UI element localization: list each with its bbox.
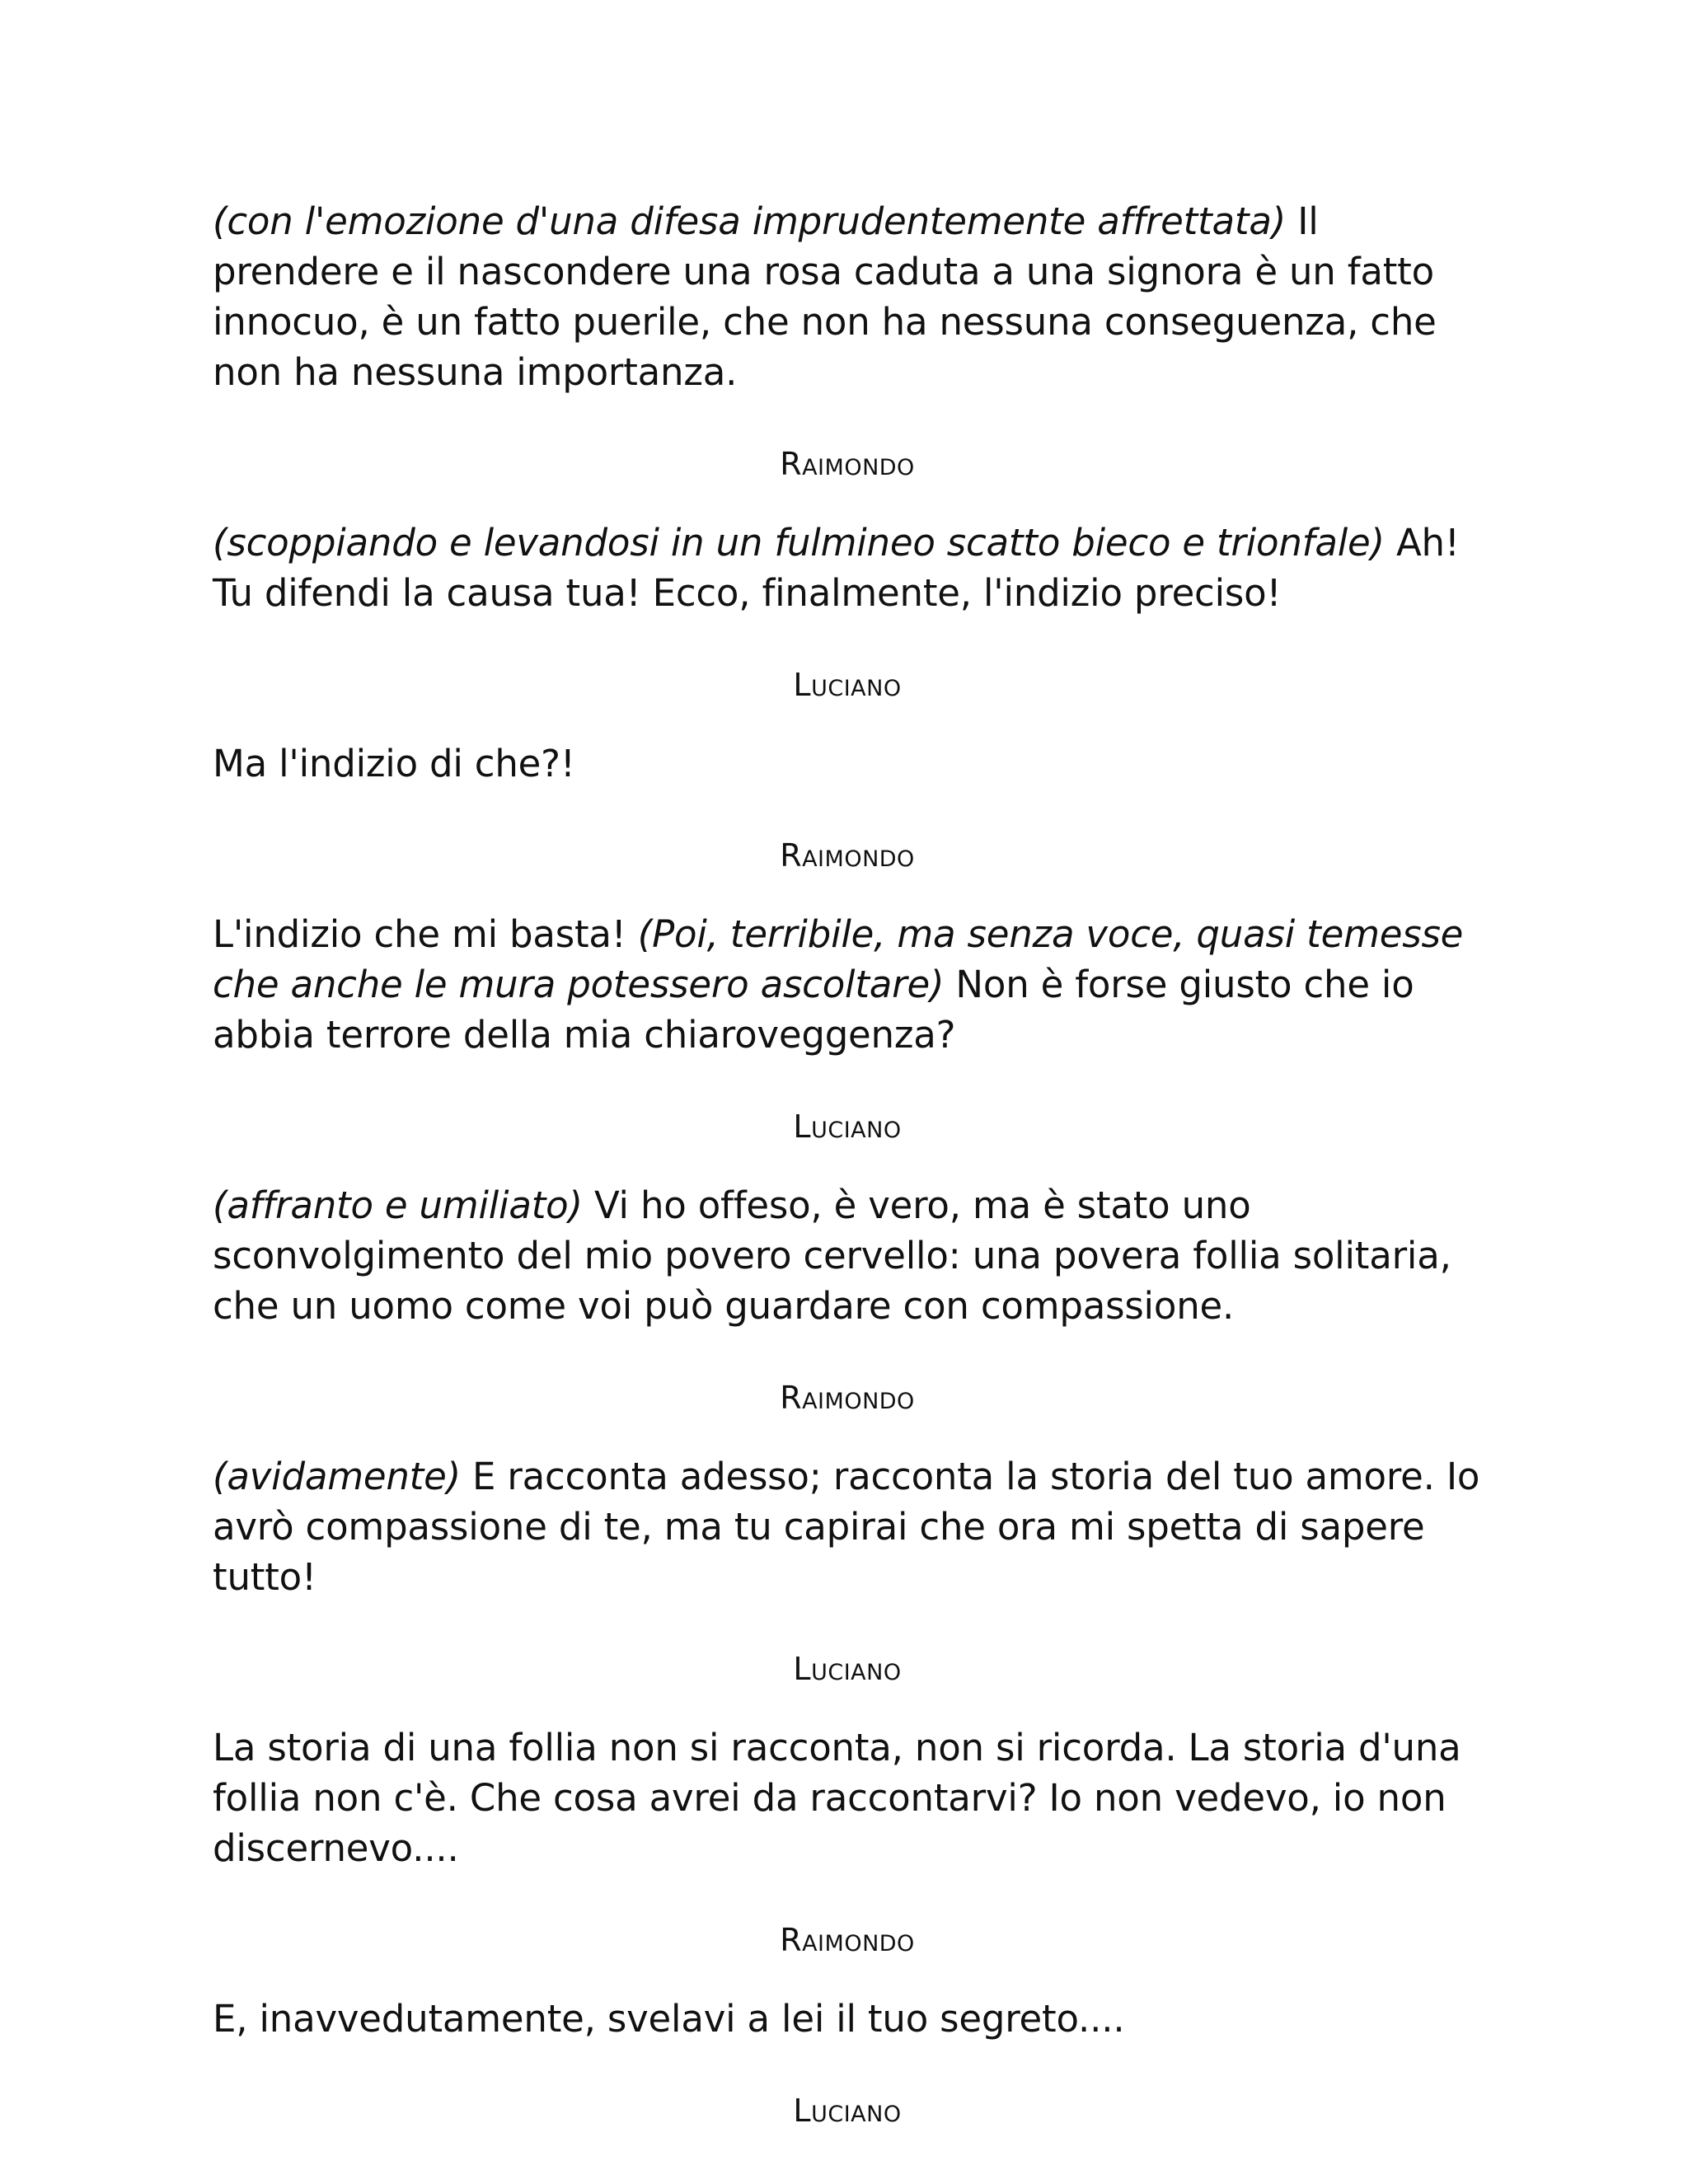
speaker-name: Raimondo [780, 1922, 915, 1958]
dialogue-text: Ah! Tu difendi la causa tua! Ecco, finalmente, l'indizio preciso! [213, 521, 1460, 615]
speaker-name: Luciano [793, 2093, 902, 2129]
dialogue-line [213, 1722, 1482, 1873]
dialogue-text: E, inavvedutamente, svelavi a lei il tuo segreto.... [213, 1997, 1125, 2041]
speaker-name: Raimondo [780, 837, 915, 874]
stage-direction: (scoppiando e levandosi in un fulmineo scatto bieco e trionfale) [213, 521, 1385, 565]
speaker-name: Luciano [793, 1108, 902, 1145]
dialogue-text: Il prendere e il nascondere una rosa caduta a una signora è un fatto innocuo, è un fatto puerile, che non ha nessuna conseguenza, che non ha nessuna importanza. [213, 199, 1437, 394]
dialogue-line [213, 909, 1482, 1060]
stage-direction: (Poi, terribile, ma senza voce, quasi temesse che anche le mura potessero ascoltare) [213, 912, 1464, 1006]
dialogue-text: L'indizio che mi basta! [213, 912, 638, 956]
dialogue-line [213, 1180, 1482, 1331]
dialogue-line [213, 196, 1482, 397]
stage-direction: (affranto e umiliato) [213, 1183, 583, 1227]
speaker-name: Raimondo [780, 1380, 915, 1416]
dialogue-line [213, 1994, 1482, 2044]
dialogue-text: E racconta adesso; racconta la storia del tuo amore. Io avrò compassione di te, ma tu capirai che ora mi spetta di sapere tutto! [213, 1455, 1480, 1599]
dialogue-text: Ma l'indizio di che?! [213, 742, 575, 785]
dialogue-text: Non è forse giusto che io abbia terrore della mia chiaroveggenza? [213, 963, 1414, 1057]
dialogue-text: Vi ho offeso, è vero, ma è stato uno sconvolgimento del mio povero cervello: una povera follia solitaria, che un uomo come voi può guardare con compassione. [213, 1183, 1451, 1328]
dialogue-line [213, 518, 1482, 618]
speaker-name: Luciano [793, 1651, 902, 1687]
dialogue-line [213, 738, 1482, 789]
stage-direction: (avidamente) [213, 1455, 461, 1498]
stage-direction: (con l'emozione d'una difesa imprudentemente affrettata) [213, 199, 1287, 243]
script-page [213, 196, 1482, 2164]
dialogue-line [213, 1451, 1482, 1602]
dialogue-text: La storia di una follia non si racconta, non si ricorda. La storia d'una follia non c'è. Che cosa avrei da raccontarvi? Io non vedevo, io non discernevo.... [213, 1726, 1461, 1870]
speaker-name: Luciano [793, 667, 902, 703]
speaker-name: Raimondo [780, 446, 915, 482]
